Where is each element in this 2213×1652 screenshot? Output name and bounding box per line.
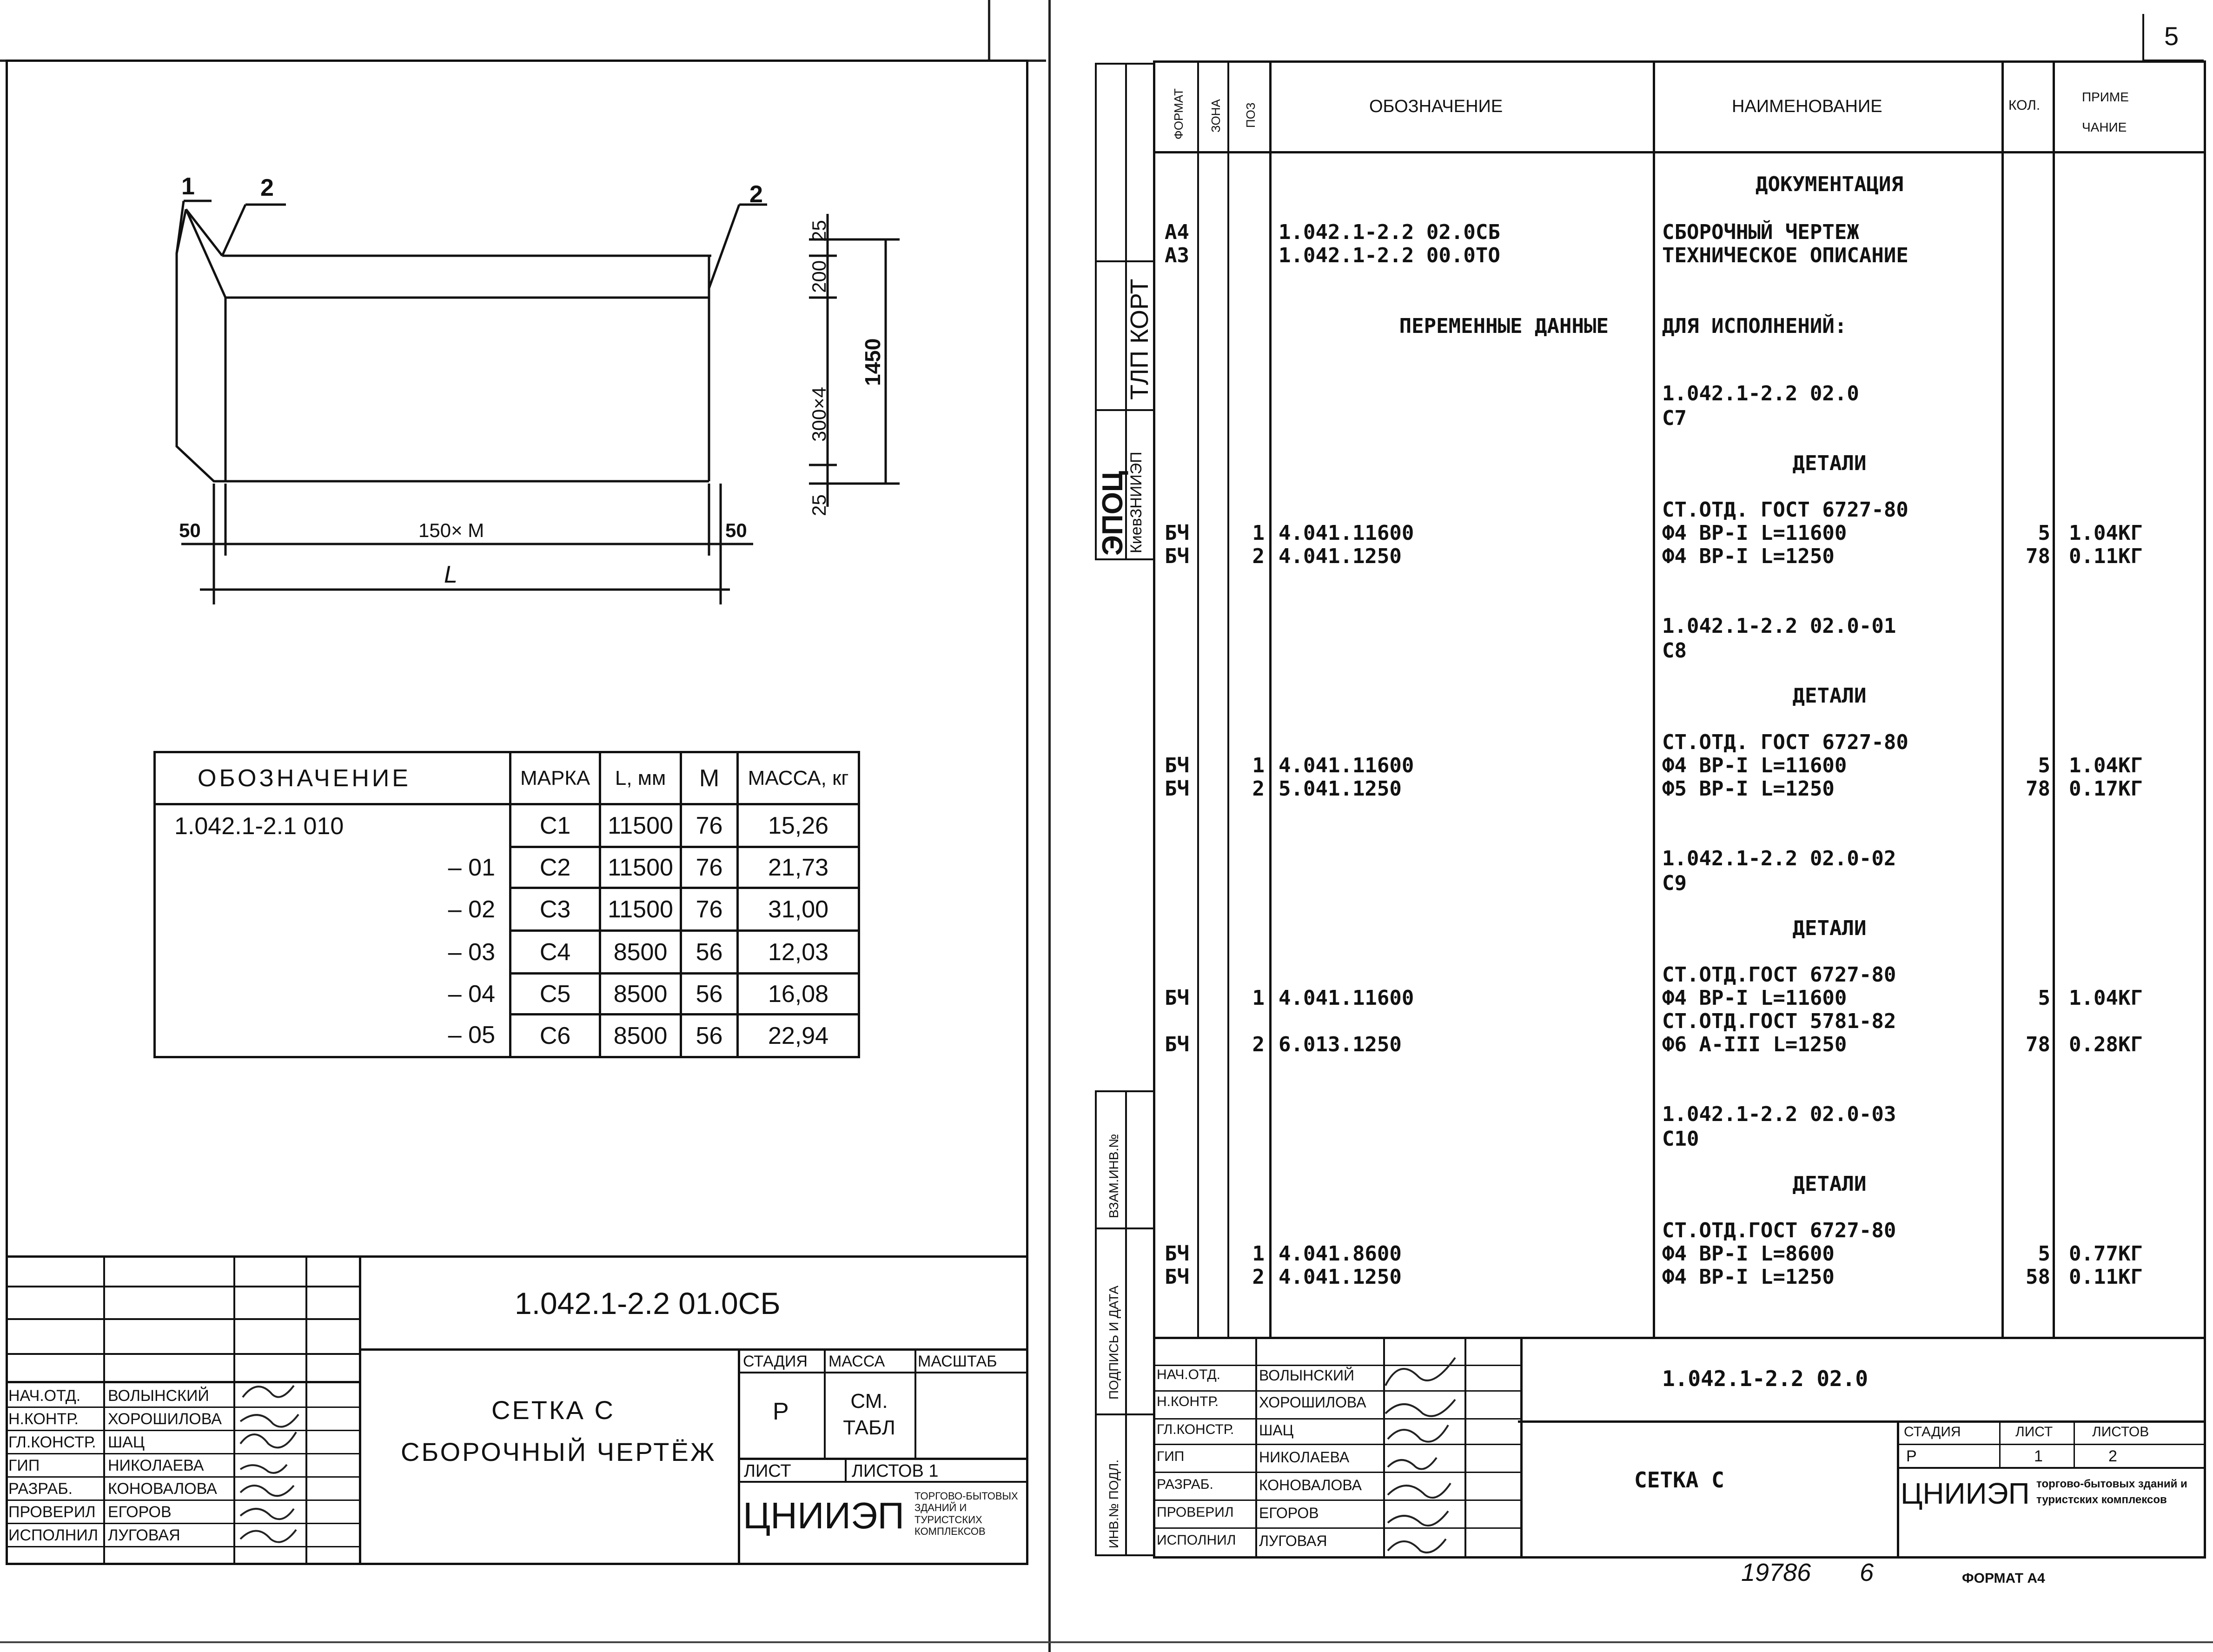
marks-row-m: 76 xyxy=(681,847,737,888)
signer-role: ГЛ.КОНСТР. xyxy=(1157,1422,1234,1437)
signer-name: КОНОВАЛОВА xyxy=(1259,1477,1362,1493)
marks-header-mass: МАССА, кг xyxy=(738,752,859,804)
spec-cell-fmt: БЧ xyxy=(1165,1033,1189,1056)
spec-header-zone: ЗОНА xyxy=(1209,99,1223,133)
marks-row-mass: 12,03 xyxy=(738,931,859,974)
format-label: ФОРМАТ А4 xyxy=(1962,1571,2045,1586)
spec-cell-name: СТ.ОТД. ГОСТ 6727-80 xyxy=(1662,498,1908,522)
marks-row-designation: – 01 xyxy=(155,847,510,888)
marks-row-designation: 1.042.1-2.1 010 xyxy=(155,804,510,847)
dim-25-bottom: 25 xyxy=(808,494,830,516)
left-org: ЦНИИЭП xyxy=(743,1495,904,1536)
left-stage-header: СТАДИЯ xyxy=(743,1353,808,1370)
spec-cell-note: 1.04КГ xyxy=(2069,521,2143,545)
spec-cell-note: 0.11КГ xyxy=(2069,544,2143,568)
signer-role: ГЛ.КОНСТР. xyxy=(8,1433,96,1451)
dim-25-top: 25 xyxy=(808,220,830,242)
marks-row-l: 8500 xyxy=(600,931,681,974)
marks-row-m: 56 xyxy=(681,974,737,1015)
spec-cell-des: 1.042.1-2.2 02.0СБ xyxy=(1279,220,1500,244)
spec-cell-des: 1.042.1-2.2 00.0ТО xyxy=(1279,244,1500,267)
spec-header-format: ФОРМАТ xyxy=(1172,88,1186,139)
marks-row-mark: С6 xyxy=(510,1015,600,1057)
marks-row-designation: – 05 xyxy=(155,1015,510,1057)
spec-cell-name: Ф4 ВР-I L=11600 xyxy=(1662,521,1847,545)
marks-row-l: 8500 xyxy=(600,1015,681,1057)
marks-header-designation: ОБОЗНАЧЕНИЕ xyxy=(155,752,510,804)
spec-cell-note: 0.11КГ xyxy=(2069,1265,2143,1289)
side-stamp-line3: ТЛП КОРТ xyxy=(1126,279,1153,400)
signer-name: НИКОЛАЕВА xyxy=(1259,1449,1350,1466)
spec-cell-qty: 5 xyxy=(2038,754,2050,777)
spec-cell-name: Ф4 ВР-I L=8600 xyxy=(1662,1242,1835,1266)
spec-cell-qty: 5 xyxy=(2038,986,2050,1010)
signer-role: ГИП xyxy=(1157,1449,1185,1464)
signer-role: ИСПОЛНИЛ xyxy=(1157,1533,1236,1548)
signer-role: ПРОВЕРИЛ xyxy=(8,1503,96,1521)
spec-header-qty: КОЛ. xyxy=(2008,98,2041,113)
side-stamp-line1: ЭПОЦ xyxy=(1097,471,1129,556)
side-binding-strip xyxy=(1095,1090,1153,1556)
marks-row-m: 76 xyxy=(681,888,737,931)
left-title-cell xyxy=(361,1351,740,1565)
signer-role: Н.КОНТР. xyxy=(1157,1394,1219,1409)
spec-cell-qty: 58 xyxy=(2026,1265,2050,1289)
spec-cell-qty: 5 xyxy=(2038,521,2050,545)
spec-cell-note: 0.77КГ xyxy=(2069,1242,2143,1266)
signer-name: ЛУГОВАЯ xyxy=(1259,1533,1327,1549)
dim-1450: 1450 xyxy=(861,338,885,386)
spec-cell-note: 0.28КГ xyxy=(2069,1033,2143,1056)
spec-cell-pos: 2 xyxy=(1252,777,1265,801)
signer-role: ПРОВЕРИЛ xyxy=(1157,1505,1234,1520)
spec-cell-des: 4.041.8600 xyxy=(1279,1242,1402,1266)
spec-cell-name: Ф4 ВР-I L=11600 xyxy=(1662,754,1847,777)
spec-cell-des: ПЕРЕМЕННЫЕ ДАННЫЕ xyxy=(1399,314,1609,338)
spec-cell-fmt: БЧ xyxy=(1165,754,1189,777)
left-code-cell xyxy=(361,1258,1026,1351)
spec-cell-pos: 1 xyxy=(1252,754,1265,777)
marks-row-m: 76 xyxy=(681,804,737,847)
left-org-sub: ТОРГОВО-БЫТОВЫХ ЗДАНИЙ И ТУРИСТСКИХ КОМПЛЕКСОВ xyxy=(914,1490,1018,1537)
right-stage-header: СТАДИЯ xyxy=(1904,1424,1961,1440)
side-podpis-label: ПОДПИСЬ И ДАТА xyxy=(1106,1285,1121,1400)
spec-header-pos: ПОЗ xyxy=(1244,102,1258,128)
spec-header-designation: ОБОЗНАЧЕНИЕ xyxy=(1369,97,1503,116)
spec-cell-qty: 78 xyxy=(2026,777,2050,801)
spec-cell-name: 1.042.1-2.2 02.0-02 xyxy=(1662,847,1896,870)
signer-name: ВОЛЫНСКИЙ xyxy=(1259,1367,1354,1384)
marks-row-mass: 16,08 xyxy=(738,974,859,1015)
left-scale-header: МАСШТАБ xyxy=(918,1353,997,1370)
left-mass-value: СМ. ТАБЛ xyxy=(843,1390,895,1440)
left-title-line2: СБОРОЧНЫЙ ЧЕРТЁЖ xyxy=(401,1437,716,1466)
spec-cell-name: ДЕТАЛИ xyxy=(1792,451,1867,475)
spec-cell-pos: 1 xyxy=(1252,1242,1265,1266)
dim-200: 200 xyxy=(808,260,830,293)
signer-role: РАЗРАБ. xyxy=(8,1480,73,1498)
right-title-block xyxy=(1153,1337,2206,1559)
right-org: ЦНИИЭП xyxy=(1901,1477,2030,1510)
marks-row-l: 11500 xyxy=(600,847,681,888)
signature-scribbles xyxy=(6,1258,359,1565)
spec-cell-fmt: А3 xyxy=(1165,244,1189,267)
right-org-sub: торгово-бытовых зданий и туристских комплексов xyxy=(2036,1478,2187,1506)
dim-150xm: 150× M xyxy=(418,519,484,541)
marks-row-l: 11500 xyxy=(600,804,681,847)
marks-row-m: 56 xyxy=(681,1015,737,1057)
spec-cell-name: ТЕХНИЧЕСКОЕ ОПИСАНИЕ xyxy=(1662,244,1908,267)
dim-50-left: 50 xyxy=(179,519,201,541)
marks-header-l: L, мм xyxy=(600,752,681,804)
spec-header-note-1: ПРИМЕ xyxy=(2082,90,2129,104)
signer-name: ХОРОШИЛОВА xyxy=(1259,1394,1366,1411)
signer-role: РАЗРАБ. xyxy=(1157,1477,1213,1492)
spec-header-name: НАИМЕНОВАНИЕ xyxy=(1732,97,1882,116)
right-sheet-header: ЛИСТ xyxy=(2015,1424,2053,1440)
spec-cell-fmt: БЧ xyxy=(1165,986,1189,1010)
spec-cell-des: 4.041.1250 xyxy=(1279,1265,1402,1289)
signer-role: Н.КОНТР. xyxy=(8,1410,79,1428)
spec-cell-name: Ф5 ВР-I L=1250 xyxy=(1662,777,1835,801)
marks-row-designation: – 03 xyxy=(155,931,510,974)
spec-cell-pos: 2 xyxy=(1252,1265,1265,1289)
spec-cell-name: ДЕТАЛИ xyxy=(1792,1172,1867,1196)
marks-row-designation: – 04 xyxy=(155,974,510,1015)
left-mass-header: МАССА xyxy=(828,1353,885,1370)
spec-cell-name: 1.042.1-2.2 02.0 xyxy=(1662,382,1859,405)
spec-cell-name: С8 xyxy=(1662,639,1687,663)
spec-cell-name: Ф4 ВР-I L=1250 xyxy=(1662,544,1835,568)
spec-cell-name: С7 xyxy=(1662,406,1687,430)
spec-cell-fmt: А4 xyxy=(1165,220,1189,244)
right-doc-code: 1.042.1-2.2 02.0 xyxy=(1662,1366,1868,1391)
marks-row-l: 11500 xyxy=(600,888,681,931)
signer-name: ВОЛЫНСКИЙ xyxy=(108,1387,209,1405)
marks-row-mass: 21,73 xyxy=(738,847,859,888)
spec-cell-qty: 78 xyxy=(2026,544,2050,568)
spec-cell-note: 1.04КГ xyxy=(2069,986,2143,1010)
spec-cell-name: Ф6 А-III L=1250 xyxy=(1662,1033,1847,1056)
signer-role: ИСПОЛНИЛ xyxy=(8,1526,99,1544)
spec-cell-qty: 78 xyxy=(2026,1033,2050,1056)
spec-cell-name: СТ.ОТД.ГОСТ 5781-82 xyxy=(1662,1009,1896,1033)
spec-cell-note: 0.17КГ xyxy=(2069,777,2143,801)
spec-cell-des: 4.041.11600 xyxy=(1279,521,1414,545)
archive-suffix: 6 xyxy=(1860,1559,1874,1586)
spec-header-note-2: ЧАНИЕ xyxy=(2082,120,2127,134)
right-sheets-value: 2 xyxy=(2108,1447,2117,1465)
marks-row-mass: 15,26 xyxy=(738,804,859,847)
spec-cell-des: 4.041.1250 xyxy=(1279,544,1402,568)
left-stage-value: Р xyxy=(773,1398,789,1425)
side-inv-label: ИНВ.№ ПОДЛ. xyxy=(1106,1459,1121,1548)
signer-name: ЕГОРОВ xyxy=(1259,1505,1319,1521)
left-title-line1: СЕТКА С xyxy=(491,1395,615,1425)
right-stage-value: Р xyxy=(1906,1447,1917,1465)
marks-row-designation: – 02 xyxy=(155,888,510,931)
signer-role: НАЧ.ОТД. xyxy=(8,1387,81,1405)
spec-cell-pos: 1 xyxy=(1252,986,1265,1010)
spec-cell-des: 5.041.1250 xyxy=(1279,777,1402,801)
callout-2-right: 2 xyxy=(749,181,763,208)
marks-header-m: М xyxy=(681,752,737,804)
right-sheet-value: 1 xyxy=(2034,1447,2043,1465)
signer-role: ГИП xyxy=(8,1457,40,1474)
spec-cell-des: 4.041.11600 xyxy=(1279,986,1414,1010)
spec-cell-name: Ф4 ВР-I L=1250 xyxy=(1662,1265,1835,1289)
marks-header-mark: МАРКА xyxy=(510,752,600,804)
signer-name: ШАЦ xyxy=(1259,1422,1294,1439)
right-title: СЕТКА С xyxy=(1634,1467,1724,1493)
marks-row-mark: С4 xyxy=(510,931,600,974)
spec-cell-fmt: БЧ xyxy=(1165,521,1189,545)
right-sheets-header: ЛИСТОВ xyxy=(2092,1424,2149,1440)
left-sheet-label: ЛИСТ xyxy=(744,1461,791,1481)
signer-name: ЕГОРОВ xyxy=(108,1503,172,1521)
signer-name: НИКОЛАЕВА xyxy=(108,1457,204,1474)
spec-cell-name: С10 xyxy=(1662,1127,1699,1151)
spec-cell-pos: 1 xyxy=(1252,521,1265,545)
spec-cell-name: 1.042.1-2.2 02.0-01 xyxy=(1662,614,1896,638)
callout-1: 1 xyxy=(181,173,195,200)
spec-cell-name: ДЛЯ ИСПОЛНЕНИЙ: xyxy=(1662,314,1847,338)
signer-role: НАЧ.ОТД. xyxy=(1157,1367,1220,1382)
spec-cell-name: С9 xyxy=(1662,871,1687,895)
callout-2-left: 2 xyxy=(260,174,274,201)
spec-cell-fmt: БЧ xyxy=(1165,544,1189,568)
marks-row-m: 56 xyxy=(681,931,737,974)
spec-cell-note: 1.04КГ xyxy=(2069,754,2143,777)
dim-50-right: 50 xyxy=(725,519,747,541)
dim-l: L xyxy=(444,561,457,588)
spec-cell-name: СТ.ОТД.ГОСТ 6727-80 xyxy=(1662,963,1896,987)
marks-row-mass: 31,00 xyxy=(738,888,859,931)
marks-row-mark: С1 xyxy=(510,804,600,847)
marks-row-mark: С5 xyxy=(510,974,600,1015)
left-stage-grid xyxy=(740,1351,1026,1565)
spec-cell-des: 4.041.11600 xyxy=(1279,754,1414,777)
left-doc-code: 1.042.1-2.2 01.0СБ xyxy=(515,1286,781,1320)
spec-cell-name: СТ.ОТД. ГОСТ 6727-80 xyxy=(1662,730,1908,754)
spec-cell-name: СТ.ОТД.ГОСТ 6727-80 xyxy=(1662,1219,1896,1242)
signer-name: ШАЦ xyxy=(108,1433,145,1451)
side-stamp-line2: КиевЗНИИЭП xyxy=(1127,451,1145,553)
spec-cell-name: СБОРОЧНЫЙ ЧЕРТЕЖ xyxy=(1662,220,1859,244)
spec-cell-fmt: БЧ xyxy=(1165,1242,1189,1266)
spec-cell-name: ДЕТАЛИ xyxy=(1792,684,1867,708)
left-sheets-label: ЛИСТОВ 1 xyxy=(852,1461,939,1481)
spec-cell-pos: 2 xyxy=(1252,1033,1265,1056)
marks-table xyxy=(153,751,860,1058)
spec-cell-qty: 5 xyxy=(2038,1242,2050,1266)
side-vzam-label: ВЗАМ.ИНВ.№ xyxy=(1106,1134,1121,1218)
dim-300x4: 300×4 xyxy=(808,387,830,442)
signer-name: ЛУГОВАЯ xyxy=(108,1526,180,1544)
spec-cell-des: 6.013.1250 xyxy=(1279,1033,1402,1056)
spec-cell-fmt: БЧ xyxy=(1165,777,1189,801)
spec-cell-name: Ф4 ВР-I L=11600 xyxy=(1662,986,1847,1010)
page-number: 5 xyxy=(2164,21,2179,51)
signer-name: КОНОВАЛОВА xyxy=(108,1480,217,1498)
marks-row-mass: 22,94 xyxy=(738,1015,859,1057)
marks-row-l: 8500 xyxy=(600,974,681,1015)
spec-cell-name: ДОКУМЕНТАЦИЯ xyxy=(1756,172,1903,196)
archive-number: 19786 xyxy=(1741,1559,1811,1586)
marks-row-mark: С2 xyxy=(510,847,600,888)
marks-row-mark: С3 xyxy=(510,888,600,931)
left-sign-grid xyxy=(6,1258,361,1565)
spec-cell-name: ДЕТАЛИ xyxy=(1792,916,1867,940)
spec-cell-fmt: БЧ xyxy=(1165,1265,1189,1289)
spec-cell-name: 1.042.1-2.2 02.0-03 xyxy=(1662,1102,1896,1126)
left-title-block xyxy=(6,1255,1028,1565)
spec-cell-pos: 2 xyxy=(1252,544,1265,568)
signer-name: ХОРОШИЛОВА xyxy=(108,1410,222,1428)
signature-scribbles xyxy=(1153,1339,1520,1559)
